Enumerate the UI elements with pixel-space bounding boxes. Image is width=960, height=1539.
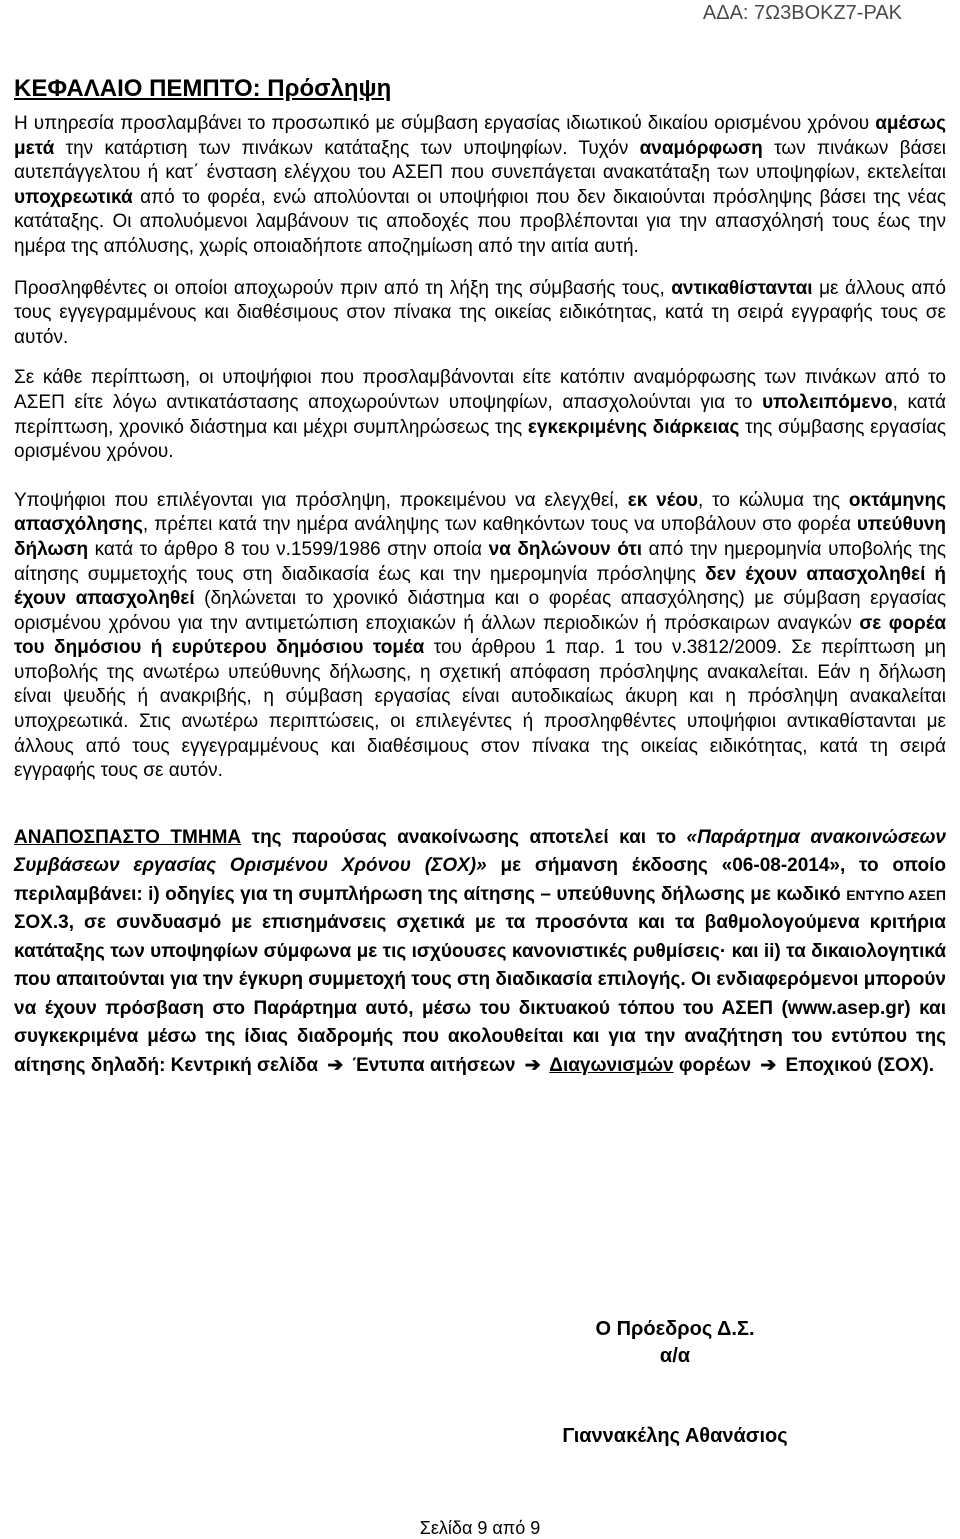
document-body	[14, 112, 946, 1080]
paragraph-annex: ΑΝΑΠΟΣΠΑΣΤΟ ΤΜΗΜΑ της παρούσας ανακοίνωσης αποτελεί και το «Παράρτημα ανακοινώσεων Συμβάσεων εργασίας Ορισμένου Χρόνου (ΣΟΧ)» με σήμανση έκδοσης «06-08-2014», το οποίο περιλαμβάνει: i) οδηγίες για τη συμπλήρωση της αίτησης – υπεύθυνης δήλωσης με κωδικό ΕΝΤΥΠΟ ΑΣΕΠ ΣΟΧ.3, σε συνδυασμό με επισημάνσεις σχετικά με τα προσόντα και τα βαθμολογούμενα κριτήρια κατάταξης των υποψηφίων σύμφωνα με τις ισχύουσες κανονιστικές ρυθμίσεις· και ii) τα δικαιολογητικά που απαιτούνται για την έγκυρη συμμετοχή τους στη διαδικασία επιλογής. Οι ενδιαφερόμενοι μπορούν να έχουν πρόσβαση στο Παράρτημα αυτό, μέσω του δικτυακού τόπου του ΑΣΕΠ (www.asep.gr) και συγκεκριμένα μέσω της ίδιας διαδρομής που ακολουθείται και για την αναζήτηση του εντύπου της αίτησης δηλαδή: Κεντρική σελίδα ➔ Έντυπα αιτήσεων ➔ Διαγωνισμών φορέων ➔ Εποχικού (ΣΟΧ).	[14, 826, 947, 1076]
ada-code: ΑΔΑ: 7Ω3ΒΟΚΖ7-ΡΑΚ	[702, 2, 902, 24]
page-number: Σελίδα 9 από 9	[419, 1518, 541, 1538]
paragraph-declaration: Υποψήφιοι που επιλέγονται για πρόσληψη, προκειμένου να ελεγχθεί, εκ νέου, το κώλυμα της οκτάμηνης απασχόλησης, πρέπει κατά την ημέρα ανάληψης των καθηκόντων τους να υποβάλουν στο φορέα υπεύθυνη δήλωση κατά το άρθρο 8 του ν.1599/1986 στην οποία να δηλώνουν ότι από την ημερομηνία υποβολής της αίτησης συμμετοχής τους στη διαδικασία έως και την ημερομηνία πρόσληψης δεν έχουν απασχοληθεί ή έχουν απασχοληθεί (δηλώνεται το χρονικό διάστημα και ο φορέας απασχόλησης) με σύμβαση εργασίας ορισμένου χρόνου για την αντιμετώπιση εποχιακών ή άλλων περιοδικών ή πρόσκαιρων αναγκών σε φορέα του δημόσιου ή ευρύτερου δημόσιου τομέα του άρθρου 1 παρ. 1 του ν.3812/2009. Σε περίπτωση μη υποβολής της ανωτέρω υπεύθυνης δήλωσης, η σχετική απόφαση πρόσληψης ανακαλείται. Εάν η δήλωση είναι ψευδής ή ανακριβής, η σύμβαση εργασίας είναι αυτοδικαίως άκυρη και η πρόσληψη ανακαλείται υποχρεωτικά. Στις ανωτέρω περιπτώσεις, οι επιλεγέντες ή προσληφθέντες υποψήφιοι αντικαθίστανται με άλλους από τους εγγεγραμμένους και διαθέσιμους στον πίνακα της οικείας ειδικότητας, κατά τη σειρά εγγραφής τους σε αυτόν.	[14, 489, 947, 782]
signature-aa: α/α	[659, 1345, 691, 1367]
signature-title: Ο Πρόεδρος Δ.Σ.	[595, 1318, 755, 1340]
paragraph-replacement: Προσληφθέντες οι οποίοι αποχωρούν πριν από τη λήξη της σύμβασής τους, αντικαθίστανται με άλλους από τους εγγεγραμμένους και διαθέσιμους στον πίνακα της οικείας ειδικότητας, κατά τη σειρά εγγραφής τους σε αυτόν.	[14, 277, 946, 348]
arrow-right-icon: ➔	[524, 1054, 541, 1076]
paragraph-hiring: Η υπηρεσία προσλαμβάνει το προσωπικό με σύμβαση εργασίας ιδιωτικού δικαίου ορισμένου χρόνου αμέσως μετά την κατάρτιση των πινάκων κατάταξης των υποψηφίων. Τυχόν αναμόρφωση των πινάκων βάσει αυτεπάγγελτου ή κατ΄ ένσταση ελέγχου του ΑΣΕΠ που συνεπάγεται ανακατάταξη των υποψηφίων, εκτελείται υποχρεωτικά από το φορέα, ενώ απολύονται οι υποψήφιοι που δεν δικαιούνται πρόσληψης βάσει της νέας κατάταξης. Οι απολυόμενοι λαμβάνουν τις αποδοχές που προβλέπονται για την απασχόλησή τους έως την ημέρα της απόλυσης, χωρίς οποιαδήποτε αποζημίωση από την αιτία αυτή.	[14, 113, 946, 257]
signature-name: Γιαννακέλης Αθανάσιος	[562, 1425, 788, 1447]
arrow-right-icon: ➔	[327, 1054, 344, 1076]
paragraph-remaining-period: Σε κάθε περίπτωση, οι υποψήφιοι που προσλαμβάνονται είτε κατόπιν αναμόρφωσης των πινάκων από το ΑΣΕΠ είτε λόγω αντικατάστασης αποχωρούντων υποψηφίων, απασχολούνται για το υπολειπόμενο, κατά περίπτωση, χρονικό διάστημα και μέχρι συμπληρώσεως της εγκεκριμένης διάρκειας της σύμβασης εργασίας ορισμένου χρόνου.	[14, 367, 946, 463]
chapter-title: ΚΕΦΑΛΑΙΟ ΠΕΜΠΤΟ: Πρόσληψη	[14, 75, 392, 102]
arrow-right-icon: ➔	[760, 1054, 777, 1076]
